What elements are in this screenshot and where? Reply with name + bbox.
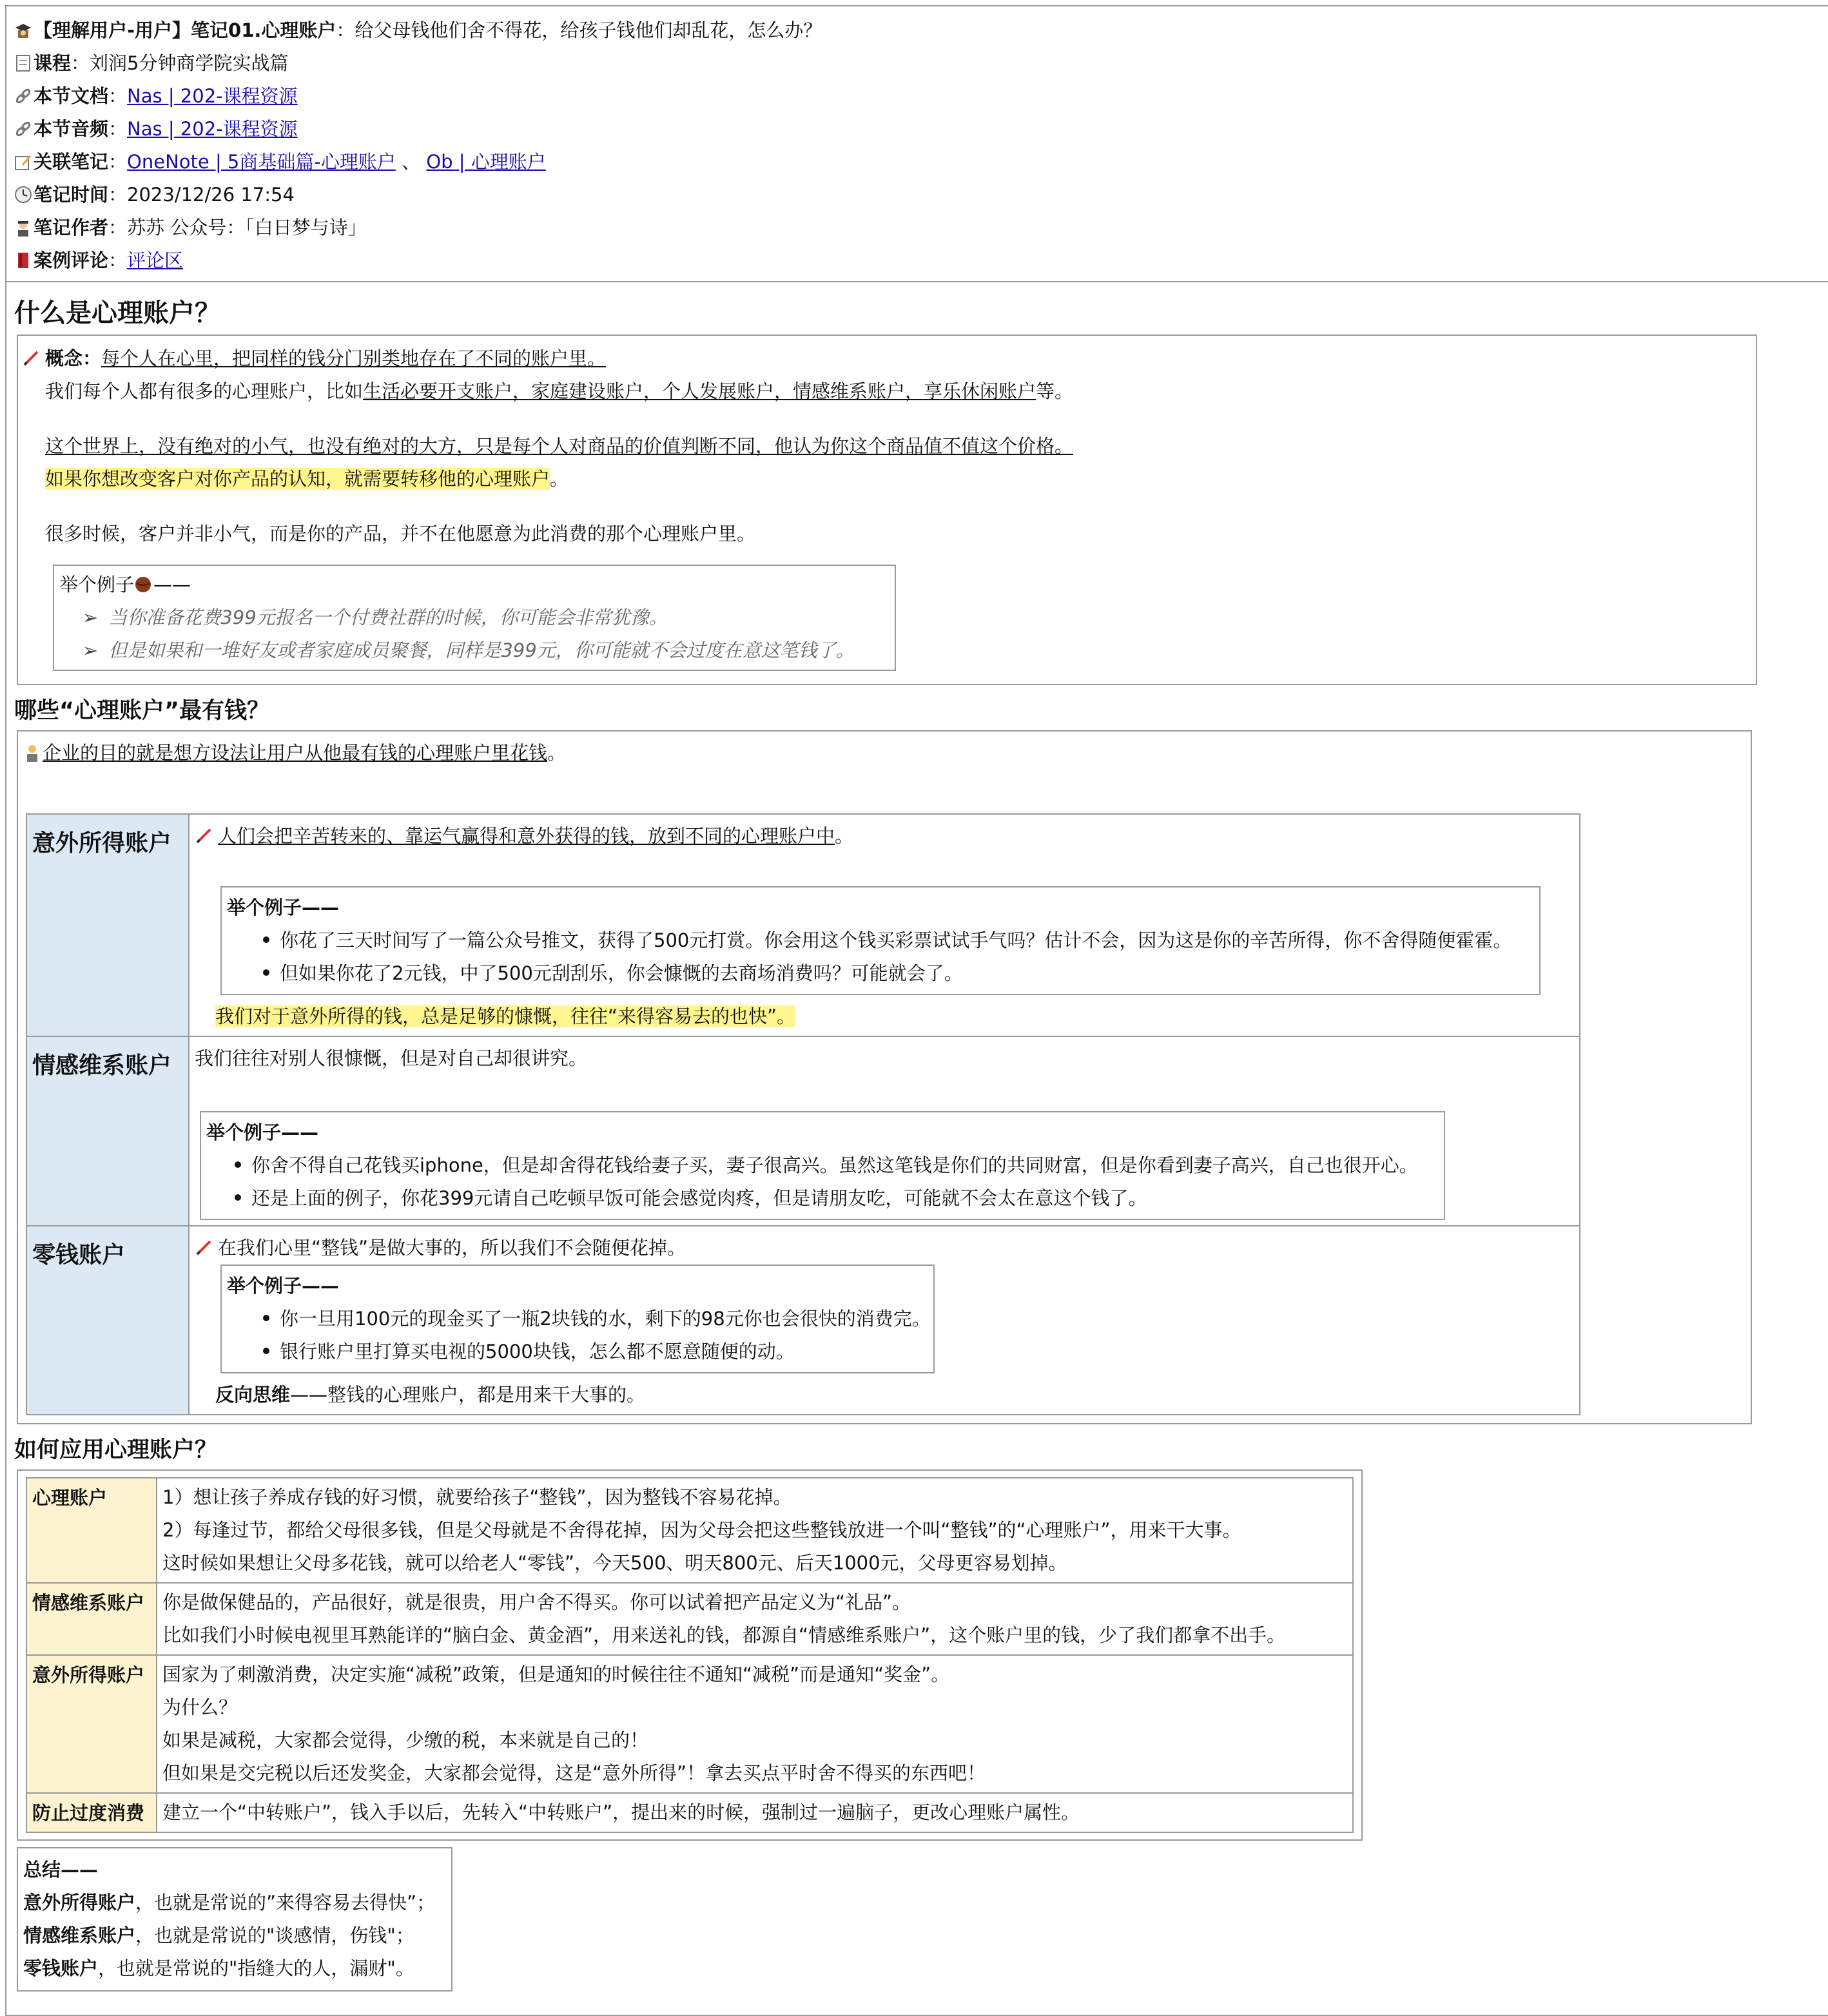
summary-line: 情感维系账户，也就是常说的"谈感情，伤钱"； <box>23 1924 414 1946</box>
red-book-icon <box>14 251 32 269</box>
apply-row <box>26 1478 1353 1583</box>
scholar-icon <box>14 21 32 39</box>
apply-line: 你是做保健品的，产品很好，就是很贵，用户舍不得买。你可以试着把产品定义为“礼品”。 <box>162 1591 911 1613</box>
apply-line: 为什么？ <box>162 1696 238 1718</box>
note-container <box>5 5 1828 2016</box>
section-heading-what: 什么是心理账户？ <box>14 298 220 328</box>
apply-line: 如果是减税，大家都会觉得，少缴的税，本来就是自己的！ <box>162 1729 649 1751</box>
summary-line: 意外所得账户，也就是常说的”来得容易去得快”； <box>23 1892 436 1914</box>
link-icon <box>14 120 32 138</box>
account-label: 零钱账户 <box>26 1226 189 1415</box>
example-box <box>220 1265 935 1373</box>
example-item: ➢ 当你准备花费399元报名一个付费社群的时候，你可能会非常犹豫。 <box>83 606 668 628</box>
businessman-icon <box>23 744 41 762</box>
apply-line: 这时候如果想让父母多花钱，就可以给老人“零钱”，今天500、明天800元、后天1000元，父母更容易划掉。 <box>162 1552 1067 1574</box>
example-title: 举个例子—— <box>206 1121 319 1143</box>
example-box <box>200 1111 1445 1220</box>
summary-title: 总结—— <box>23 1859 99 1881</box>
account-row-emotional <box>26 1036 1580 1226</box>
clock-icon <box>14 186 32 204</box>
memo-icon <box>14 153 32 171</box>
example-title: 举个例子 —— <box>59 574 191 596</box>
apply-line: 1）想让孩子养成存钱的好习惯，就要给孩子“整钱”，因为整钱不容易花掉。 <box>162 1486 792 1508</box>
course-row: 课程：刘润5分钟商学院实战篇 <box>14 47 1828 80</box>
concept-box <box>17 334 1757 685</box>
accounts-box <box>17 730 1752 1424</box>
page-icon <box>14 54 32 72</box>
ball-icon <box>134 576 152 594</box>
pencil-icon <box>195 827 213 845</box>
concept-paragraph-3: 如果你想改变客户对你产品的认知，就需要转移他的心理账户。 <box>45 468 569 490</box>
pencil-icon <box>195 1239 213 1257</box>
apply-line: 2）每逢过节，都给父母很多钱，但是父母就是不舍得花掉，因为父母会把这些整钱放进一个叫“整钱”的“心理账户”，用来干大事。 <box>162 1519 1241 1541</box>
example-box <box>53 565 896 671</box>
apply-line: 建立一个“中转账户”，钱入手以后，先转入“中转账户”，提出来的时候，强制过一遍脑子，更改心理账户属性。 <box>162 1801 1080 1823</box>
accounts-intro: 企业的目的就是想方设法让用户从他最有钱的心理账户里花钱。 <box>18 737 1751 770</box>
apply-row <box>26 1583 1353 1655</box>
pencil-icon <box>22 349 40 367</box>
example-item: 银行账户里打算买电视的5000块钱，怎么都不愿意随便的动。 <box>227 1335 928 1368</box>
example-item: 你花了三天时间写了一篇公众号推文，获得了500元打赏。你会用这个钱买彩票试试手气吗？估计不会，因为这是你的辛苦所得，你不舍得随便霍霍。 <box>227 924 1534 957</box>
example-item: ➢ 但是如果和一堆好友或者家庭成员聚餐，同样是399元，你可能就不会过度在意这笔钱了。 <box>83 639 855 661</box>
apply-label: 心理账户 <box>26 1478 157 1583</box>
concept-paragraph-1: 我们每个人都有很多的心理账户，比如生活必要开支账户，家庭建设账户，个人发展账户，情感维系账户，享乐休闲账户等。 <box>45 380 1074 402</box>
ob-link[interactable]: Ob | 心理账户 <box>426 151 546 173</box>
audio-link[interactable]: Nas | 202-课程资源 <box>127 118 298 140</box>
account-label: 意外所得账户 <box>26 814 189 1036</box>
notes-row: 关联笔记：OneNote | 5商基础篇-心理账户 、 Ob | 心理账户 <box>14 146 1828 179</box>
example-title: 举个例子—— <box>227 1275 340 1297</box>
comment-row: 案例评论：评论区 <box>14 244 1828 277</box>
note-title: 【理解用户-用户】笔记01.心理账户：给父母钱他们舍不得花，给孩子钱他们却乱花，怎么办？ <box>14 14 1828 47</box>
doc-row: 本节文档：Nas | 202-课程资源 <box>14 80 1828 113</box>
account-lead: 在我们心里“整钱”是做大事的，所以我们不会随便花掉。 <box>195 1232 1574 1265</box>
example-box <box>220 886 1541 995</box>
section-heading-which: 哪些“心理账户”最有钱？ <box>14 698 270 724</box>
author-row: 笔记作者：苏苏 公众号：「白日梦与诗」 <box>14 211 1828 244</box>
account-lead: 我们往往对别人很慷慨，但是对自己却很讲究。 <box>195 1047 588 1069</box>
accounts-table <box>26 813 1580 1415</box>
time-row: 笔记时间：2023/12/26 17:54 <box>14 179 1828 211</box>
onenote-link[interactable]: OneNote | 5商基础篇-心理账户 <box>127 151 396 173</box>
doc-link[interactable]: Nas | 202-课程资源 <box>127 85 298 107</box>
apply-row <box>26 1655 1353 1793</box>
concept-paragraph-2: 这个世界上，没有绝对的小气，也没有绝对的大方，只是每个人对商品的价值判断不同，他认为你这个商品值不值这个价格。 <box>45 435 1074 457</box>
example-item: 你一旦用100元的现金买了一瓶2块钱的水，剩下的98元你也会很快的消费完。 <box>227 1303 928 1335</box>
summary-line: 零钱账户，也就是常说的"指缝大的人，漏财"。 <box>23 1957 414 1979</box>
account-tail: 反向思维——整钱的心理账户，都是用来干大事的。 <box>215 1384 646 1406</box>
apply-line: 国家为了刺激消费，决定实施“减税”政策，但是通知的时候往往不通知“减税”而是通知“奖金”。 <box>162 1663 950 1685</box>
account-row-windfall <box>26 814 1580 1036</box>
account-row-change <box>26 1226 1580 1415</box>
apply-line: 但如果是交完税以后还发奖金，大家都会觉得，这是“意外所得”！拿去买点平时舍不得买的东西吧！ <box>162 1762 986 1784</box>
apply-table <box>26 1477 1354 1833</box>
audio-row: 本节音频：Nas | 202-课程资源 <box>14 113 1828 146</box>
apply-label: 情感维系账户 <box>26 1583 157 1655</box>
account-lead: 人们会把辛苦转来的、靠运气赢得和意外获得的钱，放到不同的心理账户中。 <box>195 820 1574 853</box>
comment-link[interactable]: 评论区 <box>127 249 184 271</box>
example-item: 你舍不得自己花钱买iphone，但是却舍得花钱给妻子买，妻子很高兴。虽然这笔钱是你们的共同财富，但是你看到妻子高兴，自己也很开心。 <box>206 1149 1439 1182</box>
concept-paragraph-4: 很多时候，客户并非小气，而是你的产品，并不在他愿意为此消费的那个心理账户里。 <box>45 523 756 545</box>
example-item: 还是上面的例子，你花399元请自己吃顿早饭可能会感觉肉疼，但是请朋友吃，可能就不会太在意这个钱了。 <box>206 1182 1439 1215</box>
note-metadata <box>6 6 1828 282</box>
section-heading-how: 如何应用心理账户？ <box>14 1437 218 1463</box>
account-tail: 我们对于意外所得的钱，总是足够的慷慨，往往“来得容易去的也快”。 <box>215 1005 796 1027</box>
concept-line: 概念：每个人在心里，把同样的钱分门别类地存在了不同的账户里。 <box>22 342 1749 375</box>
example-title: 举个例子—— <box>227 897 340 918</box>
example-item: 但如果你花了2元钱，中了500元刮刮乐，你会慷慨的去商场消费吗？可能就会了。 <box>227 957 1534 990</box>
link-icon <box>14 87 32 105</box>
person-icon <box>14 218 32 237</box>
apply-line: 比如我们小时候电视里耳熟能详的“脑白金、黄金酒”，用来送礼的钱，都源自“情感维系账户”，这个账户里的钱，少了我们都拿不出手。 <box>162 1624 1286 1646</box>
account-label: 情感维系账户 <box>26 1036 189 1226</box>
apply-label: 意外所得账户 <box>26 1655 157 1793</box>
apply-box <box>17 1469 1363 1841</box>
apply-row <box>26 1793 1353 1832</box>
apply-label: 防止过度消费 <box>26 1793 157 1832</box>
summary-box <box>17 1847 452 1992</box>
